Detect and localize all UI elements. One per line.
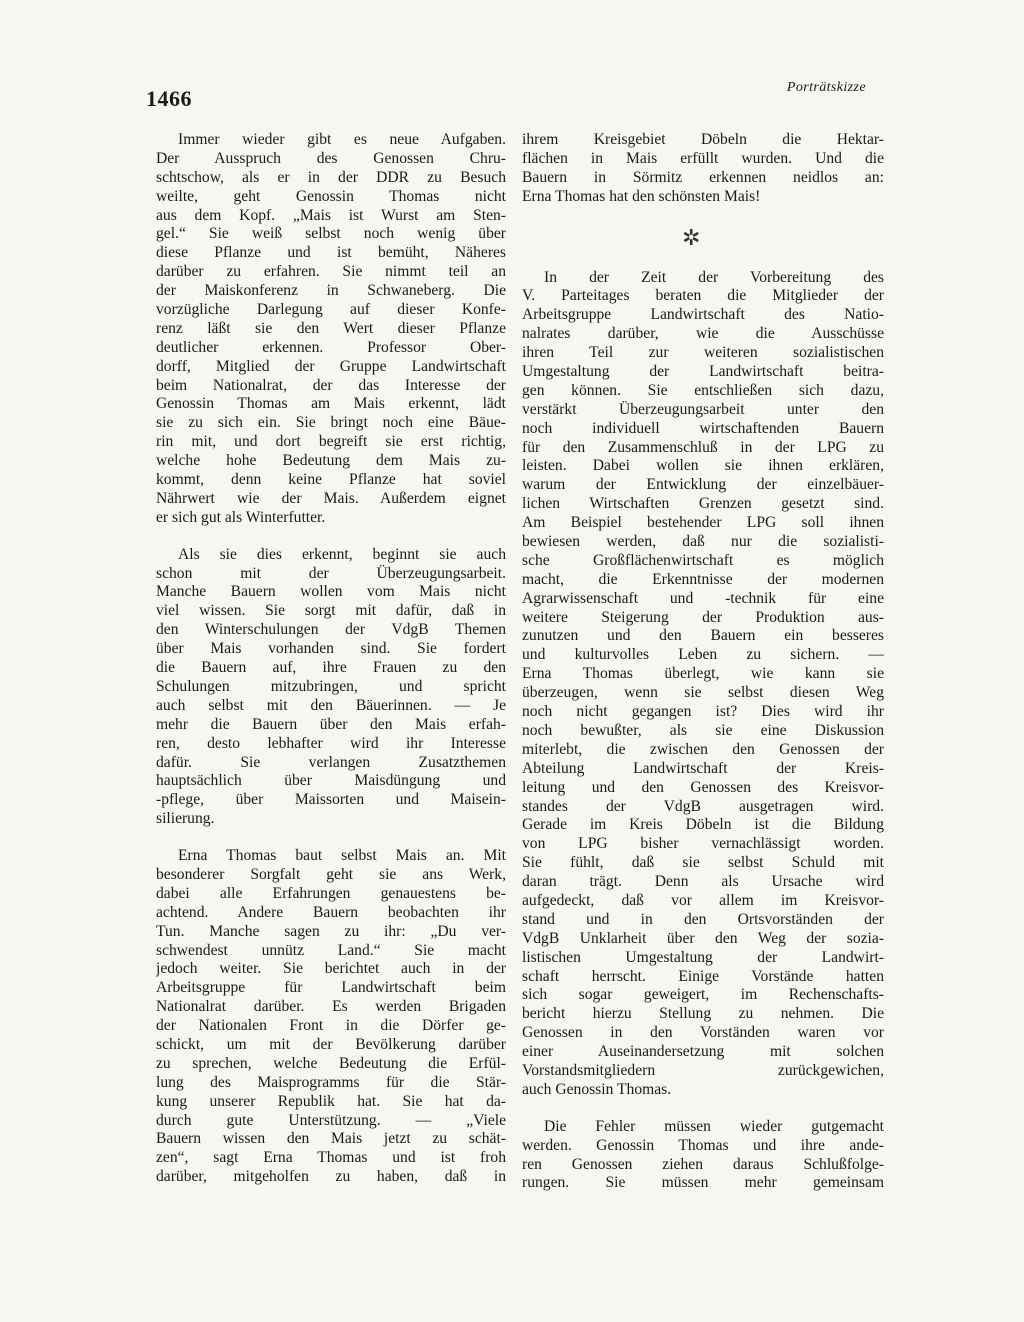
paragraph: [156, 847, 506, 1187]
text-line: lichen Wirtschaften Grenzen gesetzt sind.: [522, 495, 884, 513]
text-line: Erna Thomas überlegt, wie kann sie: [522, 665, 884, 683]
text-line: auch selbst mit den Bäuerinnen. — Je: [156, 696, 506, 714]
text-line: diese Pflanze und ist bemüht, Näheres: [156, 244, 506, 262]
text-line: rungen. Sie müssen mehr gemeinsam: [522, 1174, 884, 1192]
text-line: dorff, Mitglied der Gruppe Landwirtschaft: [156, 357, 506, 375]
text-line: schtschow, als er in der DDR zu Besuch: [156, 168, 506, 186]
text-line: ihren Teil zur weiteren sozialistischen: [522, 344, 884, 362]
text-line: Bauern in Sörmitz erkennen neidlos an:: [522, 168, 884, 186]
text-line: V. Parteitages beraten die Mitglieder der: [522, 287, 884, 305]
text-line: Als sie dies erkennt, beginnt sie auch: [178, 545, 506, 563]
text-line: durch gute Unterstützung. — „Viele: [156, 1111, 506, 1129]
text-line: Schulungen mitzubringen, und spricht: [156, 677, 506, 695]
page-number: 1466: [146, 86, 192, 111]
left-column: [156, 131, 506, 1187]
text-line: beim Nationalrat, der das Interesse der: [156, 376, 506, 394]
text-line: aufgedeckt, daß vor allem im Kreisvor-: [522, 891, 884, 909]
text-line: flächen in Mais erfüllt wurden. Und die: [522, 149, 884, 167]
text-line: Nationalrat darüber. Es werden Brigaden: [156, 998, 506, 1016]
text-line: weitere Steigerung der Produktion aus-: [522, 608, 884, 626]
text-line: Sie fühlt, daß sie selbst Schuld mit: [522, 854, 884, 872]
text-line: der Nationalen Front in die Dörfer ge-: [156, 1017, 506, 1035]
text-line: sich sogar geweigert, im Rechenschafts-: [522, 986, 884, 1004]
text-line: werden. Genossin Thomas und ihre ande-: [522, 1136, 884, 1154]
text-line: mehr die Bauern über den Mais erfah-: [156, 715, 506, 733]
text-line: ren Genossen ziehen daraus Schlußfolge-: [522, 1155, 884, 1173]
text-line: Die Fehler müssen wieder gutgemacht: [544, 1117, 884, 1135]
text-line: zu sprechen, welche Bedeutung die Erfül-: [156, 1054, 506, 1072]
text-line: nalrates darüber, wie die Ausschüsse: [522, 325, 884, 343]
text-line: kommt, denn keine Pflanze hat soviel: [156, 471, 506, 489]
text-line: Immer wieder gibt es neue Aufgaben.: [178, 131, 506, 148]
text-line: gen können. Sie entschließen sich dazu,: [522, 381, 884, 399]
paragraph: [522, 269, 884, 1100]
text-line: schaft herrscht. Einige Vorstände hatten: [522, 967, 884, 985]
text-line: noch individuell wirtschaftenden Bauern: [522, 419, 884, 437]
text-line: achtend. Andere Bauern beobachten ihr: [156, 903, 506, 921]
text-line: ren, desto lebhafter wird ihr Interesse: [156, 734, 506, 752]
text-line: gel.“ Sie weiß selbst noch wenig über: [156, 225, 506, 243]
text-line: Manche Bauern wollen vom Mais nicht: [156, 583, 506, 601]
text-line: der Maiskonferenz in Schwaneberg. Die: [156, 282, 506, 300]
text-line: ihrem Kreisgebiet Döbeln die Hektar-: [522, 131, 884, 148]
text-line: silierung.: [156, 810, 215, 828]
text-line: bewiesen werden, daß nur die sozialisti-: [522, 533, 884, 551]
text-line: schickt, um mit der Bevölkerung darüber: [156, 1035, 506, 1053]
text-line: über Mais vorhanden sind. Sie fordert: [156, 640, 506, 658]
text-line: vorzügliche Darlegung auf dieser Konfe-: [156, 301, 506, 319]
text-line: auch Genossin Thomas.: [522, 1080, 672, 1098]
text-line: leitung und den Genossen des Kreisvor-: [522, 778, 884, 796]
text-line: Erna Thomas baut selbst Mais an. Mit: [178, 847, 506, 865]
text-line: VdgB Unklarheit über den Weg der sozia-: [522, 929, 884, 947]
text-line: Gerade im Kreis Döbeln ist die Bildung: [522, 816, 884, 834]
text-line: Abteilung Landwirtschaft der Kreis-: [522, 759, 884, 777]
text-line: noch nicht gegangen ist? Dies wird ihr: [522, 703, 884, 721]
text-line: noch bewußter, als sie eine Diskussion: [522, 721, 884, 739]
text-line: Nährwert wie der Mais. Außerdem eignet: [156, 489, 506, 507]
text-line: jedoch weiter. Sie berichtet auch in der: [156, 960, 506, 978]
text-line: und kulturvolles Leben zu sichern. —: [522, 646, 884, 664]
text-line: deutlicher erkennen. Professor Ober-: [156, 338, 506, 356]
text-line: Der Ausspruch des Genossen Chru-: [156, 149, 506, 167]
text-line: schwendest unnütz Land.“ Sie macht: [156, 941, 506, 959]
text-line: dabei alle Erfahrungen genauestens be-: [156, 884, 506, 902]
text-line: Vorstandsmitgliedern zurückgewichen,: [522, 1061, 884, 1079]
text-line: Genossen in den Vorständen waren vor: [522, 1024, 884, 1042]
text-line: weilte, geht Genossin Thomas nicht: [156, 187, 506, 205]
text-line: Erna Thomas hat den schönsten Mais!: [522, 187, 761, 205]
text-line: standes der VdgB ausgetragen wird.: [522, 797, 884, 815]
paragraph: [522, 1118, 884, 1194]
text-line: bericht hierzu Stellung zu nehmen. Die: [522, 1005, 884, 1023]
text-line: einer Auseinandersetzung mit solchen: [522, 1043, 884, 1061]
text-line: In der Zeit der Vorbereitung des: [544, 268, 884, 286]
text-line: dafür. Sie verlangen Zusatzthemen: [156, 753, 506, 771]
text-line: darüber zu erfahren. Sie nimmt teil an: [156, 263, 506, 281]
text-line: kung unserer Republik hat. Sie hat da-: [156, 1092, 506, 1110]
text-line: listischen Umgestaltung der Landwirt-: [522, 948, 884, 966]
text-line: von LPG bisher vernachlässigt worden.: [522, 835, 884, 853]
text-line: verstärkt Überzeugungsarbeit unter den: [522, 400, 884, 418]
text-line: aus dem Kopf. „Mais ist Wurst am Sten-: [156, 206, 506, 224]
text-line: stand und in den Ortsvorständen der: [522, 910, 884, 928]
section-separator-icon: ✲: [682, 224, 701, 250]
text-line: Genossin Thomas am Mais erkennt, lädt: [156, 395, 506, 413]
text-line: den Winterschulungen der VdgB Themen: [156, 621, 506, 639]
text-line: miterlebt, die zwischen den Genossen der: [522, 740, 884, 758]
text-line: Arbeitsgruppe Landwirtschaft des Natio-: [522, 306, 884, 324]
running-head: Porträtskizze: [786, 80, 866, 95]
text-line: -pflege, über Maissorten und Maisein-: [156, 791, 506, 809]
text-line: renz läßt sie den Wert dieser Pflanze: [156, 319, 506, 337]
text-line: lung des Maisprogramms für die Stär-: [156, 1073, 506, 1091]
text-line: sche Großflächenwirtschaft es möglich: [522, 551, 884, 569]
paragraph-continuation: [522, 131, 884, 207]
text-line: warum der Entwicklung der einzelbäuer-: [522, 476, 884, 494]
text-line: hauptsächlich über Maisdüngung und: [156, 772, 506, 790]
text-line: besonderer Sorgfalt geht sie ans Werk,: [156, 865, 506, 883]
text-line: die Bauern auf, ihre Frauen zu den: [156, 659, 506, 677]
text-line: Bauern wissen den Mais jetzt zu schät-: [156, 1130, 506, 1148]
paragraph: [156, 546, 506, 829]
right-column: [522, 131, 884, 1193]
text-line: schon mit der Überzeugungsarbeit.: [156, 564, 506, 582]
text-line: Arbeitsgruppe für Landwirtschaft beim: [156, 979, 506, 997]
text-line: rin mit, und dort begreift sie erst richtig,: [156, 433, 506, 451]
text-line: für den Zusammenschluß in der LPG zu: [522, 438, 884, 456]
text-line: Am Beispiel bestehender LPG soll ihnen: [522, 514, 884, 532]
text-line: überzeugen, wenn sie selbst diesen Weg: [522, 684, 884, 702]
text-line: Tun. Manche sagen zu ihr: „Du ver-: [156, 922, 506, 940]
paragraph: [156, 131, 506, 528]
text-line: viel wissen. Sie sorgt mit dafür, daß in: [156, 602, 506, 620]
text-line: er sich gut als Winterfutter.: [156, 508, 326, 526]
text-line: welche hohe Bedeutung dem Mais zu-: [156, 452, 506, 470]
text-line: leisten. Dabei wollen sie ihnen erklären,: [522, 457, 884, 475]
text-line: Agrarwissenschaft und -technik für eine: [522, 589, 884, 607]
text-line: sie zu sich ein. Sie bringt noch eine Bäue-: [156, 414, 506, 432]
text-line: macht, die Erkenntnisse der modernen: [522, 570, 884, 588]
text-line: darüber, mitgeholfen zu haben, daß in: [156, 1168, 506, 1186]
text-line: zen“, sagt Erna Thomas und ist froh: [156, 1149, 506, 1167]
text-line: zunutzen und den Bauern ein besseres: [522, 627, 884, 645]
text-line: Umgestaltung der Landwirtschaft beitra-: [522, 363, 884, 381]
text-line: daran trägt. Denn als Ursache wird: [522, 873, 884, 891]
